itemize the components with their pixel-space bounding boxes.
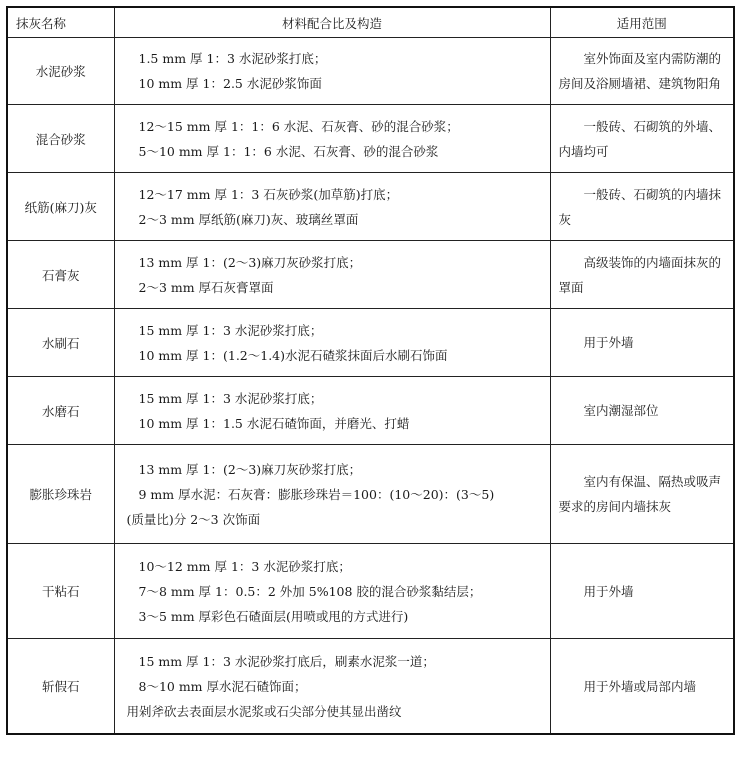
cell-material xyxy=(114,639,550,735)
cell-name: 石膏灰 xyxy=(7,241,114,309)
header-row xyxy=(7,7,734,38)
usage-text: 用于外墙 xyxy=(583,583,634,599)
material-line: 15 mm 厚 1：3 水泥砂浆打底； xyxy=(138,390,323,406)
table-row xyxy=(7,445,734,544)
material-line: 15 mm 厚 1：3 水泥砂浆打底后，刷素水泥浆一道； xyxy=(138,653,435,669)
cell-name: 干粘石 xyxy=(7,544,114,639)
cell-usage xyxy=(550,377,734,445)
material-line: 5～10 mm 厚 1：1：6 水泥、石灰膏、砂的混合砂浆 xyxy=(138,143,439,159)
usage-text: 用于外墙或局部内墙 xyxy=(583,678,697,694)
cell-material xyxy=(114,241,550,309)
cell-name: 水泥砂浆 xyxy=(7,38,114,105)
material-line: 10 mm 厚 1：(1.2～1.4)水泥石碴浆抹面后水刷石饰面 xyxy=(138,347,448,363)
table-row xyxy=(7,639,734,735)
material-line: 1.5 mm 厚 1：3 水泥砂浆打底； xyxy=(138,51,327,66)
cell-usage xyxy=(550,309,734,377)
cell-name: 膨胀珍珠岩 xyxy=(7,445,114,544)
material-line: 10 mm 厚 1：1.5 水泥石碴饰面，并磨光、打蜡 xyxy=(138,415,410,431)
material-line: 10 mm 厚 1：2.5 水泥砂浆饰面 xyxy=(138,76,322,91)
cell-name: 纸筋(麻刀)灰 xyxy=(7,173,114,241)
cell-usage xyxy=(550,38,734,105)
material-line: 3～5 mm 厚彩色石碴面层(用喷或甩的方式进行) xyxy=(138,608,409,624)
cell-usage xyxy=(550,241,734,309)
material-line: 8～10 mm 厚水泥石碴饰面； xyxy=(138,678,307,694)
cell-usage xyxy=(550,445,734,544)
usage-text: 一般砖、石砌筑的外墙、内墙均可 xyxy=(558,118,722,159)
table-row xyxy=(7,377,734,445)
table-row xyxy=(7,38,734,105)
cell-material xyxy=(114,173,550,241)
usage-text: 室内有保温、隔热或吸声要求的房间内墙抹灰 xyxy=(558,474,722,514)
material-line: 2～3 mm 厚石灰膏罩面 xyxy=(138,279,274,295)
material-line: 15 mm 厚 1：3 水泥砂浆打底； xyxy=(138,322,323,338)
usage-text: 一般砖、石砌筑的内墙抹灰 xyxy=(558,186,722,227)
material-line: (质量比)分 2～3 次饰面 xyxy=(126,511,261,527)
header-usage: 适用范围 xyxy=(550,7,734,38)
cell-material xyxy=(114,38,550,105)
table-row xyxy=(7,105,734,173)
table-row xyxy=(7,309,734,377)
cell-usage xyxy=(550,173,734,241)
material-line: 10～12 mm 厚 1：3 水泥砂浆打底； xyxy=(138,558,351,574)
table-row xyxy=(7,544,734,639)
material-line: 用剁斧砍去表面层水泥浆或石尖部分使其显出凿纹 xyxy=(126,703,402,719)
material-line: 13 mm 厚 1：(2～3)麻刀灰砂浆打底； xyxy=(138,254,362,270)
material-line: 9 mm 厚水泥：石灰膏：膨胀珍珠岩＝100：(10～20)：(3～5) xyxy=(138,486,495,502)
material-line: 12～15 mm 厚 1：1：6 水泥、石灰膏、砂的混合砂浆； xyxy=(138,118,459,134)
usage-text: 用于外墙 xyxy=(583,335,634,350)
cell-material xyxy=(114,544,550,639)
material-line: 13 mm 厚 1：(2～3)麻刀灰砂浆打底； xyxy=(138,461,362,477)
cell-usage xyxy=(550,544,734,639)
cell-name: 水刷石 xyxy=(7,309,114,377)
cell-material xyxy=(114,377,550,445)
table-row xyxy=(7,241,734,309)
table-row xyxy=(7,173,734,241)
cell-usage xyxy=(550,639,734,735)
material-line: 7～8 mm 厚 1：0.5：2 外加 5%108 胶的混合砂浆黏结层； xyxy=(138,583,482,599)
cell-material xyxy=(114,445,550,544)
cell-name: 斩假石 xyxy=(7,639,114,735)
header-name: 抹灰名称 xyxy=(7,7,114,38)
usage-text: 室外饰面及室内需防潮的房间及浴厕墙裙、建筑物阳角 xyxy=(558,51,722,91)
material-line: 12～17 mm 厚 1：3 石灰砂浆(加草筋)打底； xyxy=(138,186,399,202)
cell-name: 水磨石 xyxy=(7,377,114,445)
header-material: 材料配合比及构造 xyxy=(114,7,550,38)
cell-material xyxy=(114,105,550,173)
usage-text: 高级装饰的内墙面抹灰的罩面 xyxy=(558,254,722,295)
plaster-spec-table xyxy=(6,6,735,735)
cell-name: 混合砂浆 xyxy=(7,105,114,173)
usage-text: 室内潮湿部位 xyxy=(583,403,659,418)
material-line: 2～3 mm 厚纸筋(麻刀)灰、玻璃丝罩面 xyxy=(138,211,359,227)
cell-material xyxy=(114,309,550,377)
cell-usage xyxy=(550,105,734,173)
